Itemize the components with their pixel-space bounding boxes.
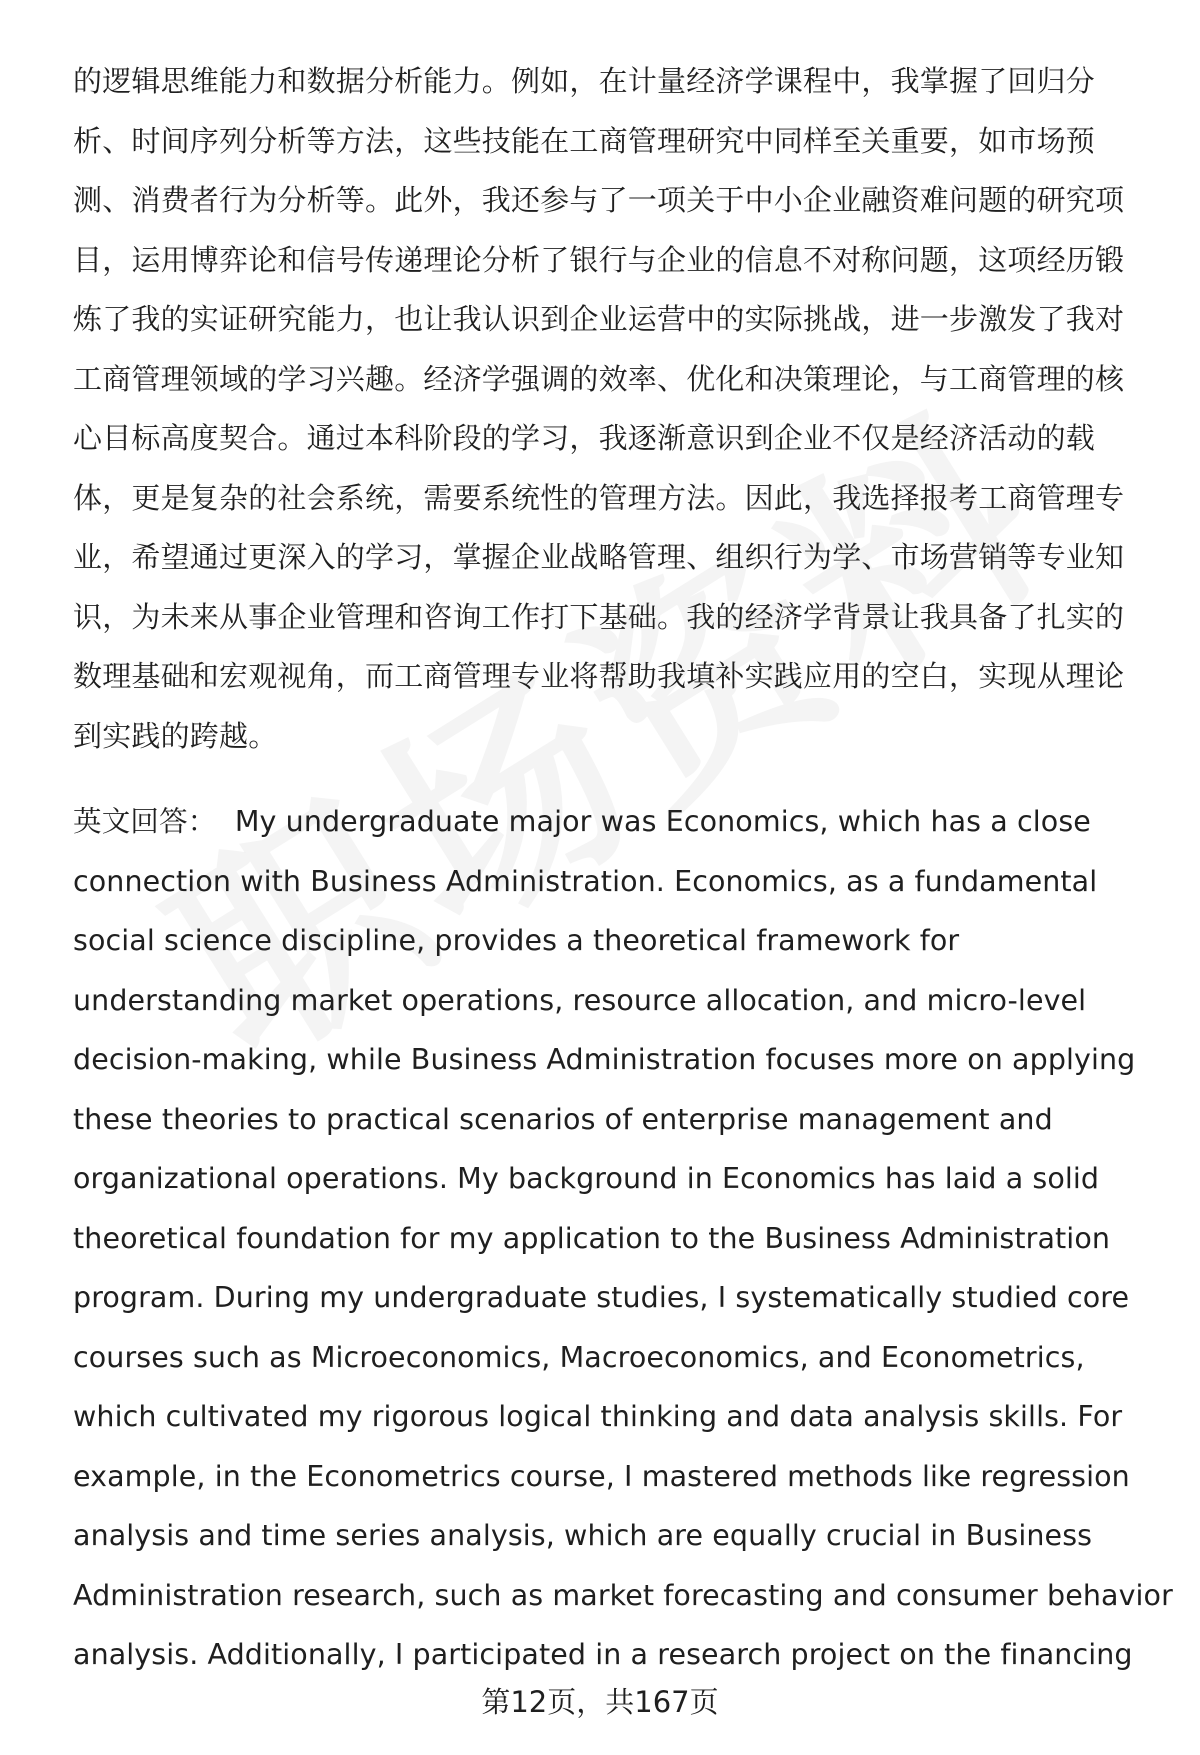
text-line: 数理基础和宏观视角，而工商管理专业将帮助我填补实践应用的空白，实现从理论 <box>73 659 1125 693</box>
paragraph-gap <box>73 766 1143 792</box>
text-line: understanding market operations, resource allocation, and micro-level <box>73 983 1087 1017</box>
english-answer-label: 英文回答： <box>73 805 217 838</box>
text-line: 体，更是复杂的社会系统，需要系统性的管理方法。因此，我选择报考工商管理专 <box>73 480 1125 515</box>
text-line: 测、消费者行为分析等。此外，我还参与了一项关于中小企业融资难问题的研究项 <box>73 183 1125 217</box>
chinese-paragraph <box>73 52 1143 766</box>
english-answer <box>73 792 1173 1685</box>
text-line: 业，希望通过更深入的学习，掌握企业战略管理、组织行为学、市场营销等专业知 <box>73 540 1125 574</box>
text-line: organizational operations. My background in Economics has laid a solid <box>73 1162 1100 1195</box>
text-line: 识，为未来从事企业管理和咨询工作打下基础。我的经济学背景让我具备了扎实的 <box>73 599 1125 634</box>
text-line: which cultivated my rigorous logical thinking and data analysis skills. For <box>73 1400 1123 1433</box>
english-answer-first-text: My undergraduate major was Economics, which has a close <box>234 805 1091 838</box>
document-page <box>73 52 1173 1685</box>
english-answer-body <box>73 852 1173 1685</box>
text-line: 到实践的跨越。 <box>73 718 278 753</box>
text-line: 的逻辑思维能力和数据分析能力。例如，在计量经济学课程中，我掌握了回归分 <box>73 64 1096 98</box>
text-line: program. During my undergraduate studies, I systematically studied core <box>73 1281 1130 1314</box>
english-answer-first-line <box>73 792 1143 852</box>
text-line: analysis and time series analysis, which are equally crucial in Business <box>73 1519 1093 1552</box>
text-line: decision-making, while Business Administration focuses more on applying <box>73 1043 1136 1076</box>
text-line: analysis. Additionally, I participated in a research project on the financing <box>73 1638 1133 1671</box>
text-line: courses such as Microeconomics, Macroeconomics, and Econometrics, <box>73 1340 1085 1374</box>
page-number: 第12页，共167页 <box>481 1685 719 1719</box>
text-line: 炼了我的实证研究能力，也让我认识到企业运营中的实际挑战，进一步激发了我对 <box>73 302 1125 336</box>
text-line: connection with Business Administration. Economics, as a fundamental <box>73 864 1098 898</box>
text-line: theoretical foundation for my application to the Business Administration <box>73 1221 1111 1255</box>
text-line: Administration research, such as market forecasting and consumer behavior <box>73 1578 1173 1612</box>
text-line: these theories to practical scenarios of enterprise management and <box>73 1102 1053 1136</box>
text-line: 析、时间序列分析等方法，这些技能在工商管理研究中同样至关重要，如市场预 <box>73 123 1096 158</box>
text-line: 心目标高度契合。通过本科阶段的学习，我逐渐意识到企业不仅是经济活动的载 <box>73 421 1096 455</box>
text-line: social science discipline, provides a theoretical framework for <box>73 924 960 957</box>
text-line: example, in the Econometrics course, I mastered methods like regression <box>73 1459 1130 1493</box>
text-line: 工商管理领域的学习兴趣。经济学强调的效率、优化和决策理论，与工商管理的核 <box>73 361 1125 396</box>
text-line: 目，运用博弈论和信号传递理论分析了银行与企业的信息不对称问题，这项经历锻 <box>73 242 1125 277</box>
